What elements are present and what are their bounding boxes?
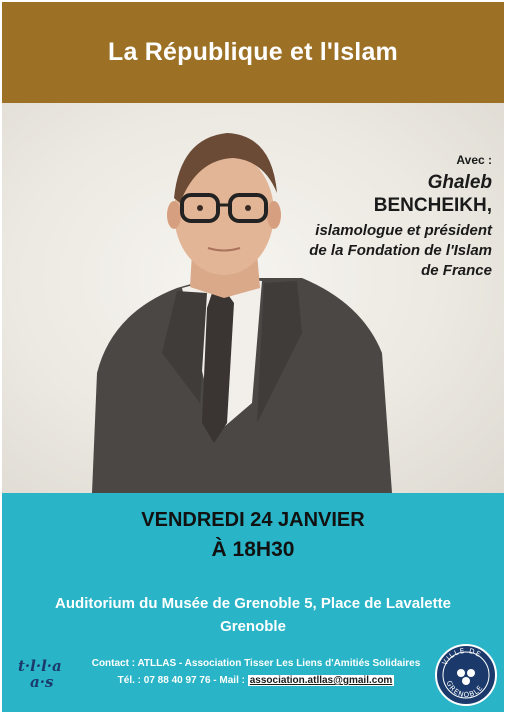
atllas-logo xyxy=(16,655,70,695)
info-band xyxy=(2,493,504,712)
guest-first-name: Ghaleb xyxy=(427,172,492,193)
guest-role xyxy=(252,221,492,281)
svg-text:t·l·l·a: t·l·l·a xyxy=(18,657,62,675)
poster-title: La République et l'Islam xyxy=(108,38,398,66)
guest-last-name: BENCHEIKH, xyxy=(373,195,492,216)
guest-role-line: de France xyxy=(421,262,492,279)
title-band xyxy=(2,2,504,103)
svg-text:a·s: a·s xyxy=(30,673,54,691)
speaker-photo xyxy=(2,103,504,493)
venue-city: Grenoble xyxy=(220,618,286,635)
event-date: VENDREDI 24 JANVIER xyxy=(141,509,365,531)
contact-phone-line xyxy=(70,675,442,686)
guest-role-line: de la Fondation de l'Islam xyxy=(309,242,492,259)
ville-de-grenoble-logo xyxy=(434,643,498,707)
contact-email-link[interactable]: association.atllas@gmail.com xyxy=(249,675,393,686)
event-time: À 18H30 xyxy=(211,538,295,561)
contact-phone: Tél. : 07 88 40 97 76 - Mail : xyxy=(117,675,245,686)
venue-address: Auditorium du Musée de Grenoble 5, Place de Lavalette xyxy=(55,595,451,612)
svg-text:GRENOBLE: GRENOBLE xyxy=(444,679,485,700)
guest-block xyxy=(252,153,492,281)
contact-line: Contact : ATLLAS - Association Tisser Les Liens d'Amitiés Solidaires xyxy=(91,658,421,669)
svg-text:VILLE DE: VILLE DE xyxy=(440,646,483,667)
guest-role-line: islamologue et président xyxy=(315,222,492,239)
guest-intro: Avec : xyxy=(456,153,492,167)
